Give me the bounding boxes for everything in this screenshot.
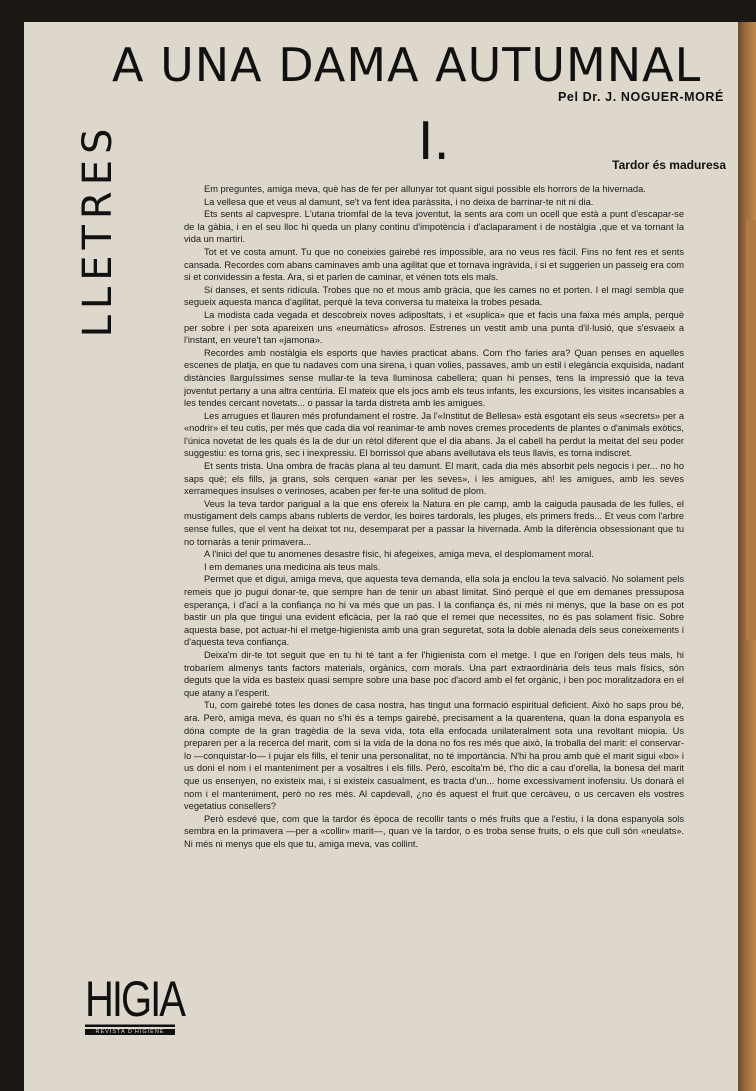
logo-tagline: REVISTA D'HIGIENE <box>85 1029 175 1035</box>
paragraph: Veus la teva tardor parigual a la que ens ofereix la Natura en ple camp, amb la caiguda pausada de les fulles, el mustigament dels camps abans rublerts de verdor, les boires tardorals, les pluges, els primers freds... Et veus com l'arbre sense fulles, que el vent ha deixat tot nu, desemparat per a passar la hivernada. Amb la diferència obsessionant que tu no tornaràs a tenir primavera... <box>184 498 684 547</box>
section-numeral: I. <box>418 112 450 172</box>
paragraph: Tot et ve costa amunt. Tu que no coneixies gairebé res impossible, ara no veus res fàcil. Fins no fent res et sents cansada. Recordes com abans caminaves amb una agilitat que et tornava ingràvida, i si et suggerien un passeig era com si et convidessin a festa. Ara, si et parlen de caminar, et vénen tots els mals. <box>184 246 684 283</box>
paragraph: Et sents trista. Una ombra de fracàs plana al teu damunt. El marit, cada dia més absorbit pels negocis i per... no ho saps què; els fills, ja grans, sols cerquen «anar per les seves», i les amigues, ah! les amigues, amb les seves xerrameques insulses o verinoses, acaben per fer-te una solitud de plom. <box>184 461 684 497</box>
paragraph: Tu, com gairebé totes les dones de casa nostra, has tingut una formació espiritual deficient. Això ho saps prou bé, ara. Però, amiga meva, és quan no s'hi és a temps gairebé, precisament a la quarentena, quan la dona espanyola es dóna compte de la gran tragèdia de la seva vida, tota ella enfocada unilateralment sota una revoltant miopia. Us preparen per a la recerca del marit, com si la vida de la dona no fos res més que això, la troballa del marit: el conservar-lo —conquistar-lo— i pujar els fills, el tenir una personalitat, no té importància. N'hi ha prou amb què el marit sigui «bo» i us doni el nom i el manteniment per a vosaltres i els fills. Però, escolta'm bé, t'ho dic a cau d'orella, la bonesa del marit que us ensenyen, no existeix mai, i si existeix casualment, es tracta d'un... home excessivament inofensiu. Us donarà el nom i el manteniment, però no res més. Al capdevall, ¿no és aquest el fruit que cercàveu, o us cercaven els vostres vegetatius consellers? <box>184 700 684 812</box>
paragraph: Però esdevé que, com que la tardor és època de recollir tants o més fruits que a l'estiu, i la dona espanyola sols sembra en la primavera —per a «collir» marit—, quan ve la tardor, o es troba sense fruits, o els que cull són «neulats». Ni més ni menys que els que tu, amiga meva, vas collint. <box>184 813 684 849</box>
paragraph: Deixa'm dir-te tot seguit que en tu hi té tant a fer l'higienista com el metge. I que en l'origen dels teus mals, hi trobaríem almenys tants factors materials, orgànics, com morals. Una part extraordinària dels teus mals físics, són deguts que la vida es basteix quasi sempre sobre una base poc d'acord amb el fet orgànic, i ben poc moralitzadora en el que atany a l'esperit. <box>184 649 684 698</box>
section-label-vertical <box>75 120 121 340</box>
paragraph: La vellesa que et veus al damunt, se't va fent idea paràssita, i no deixa de barrinar-te nit ni dia. <box>204 196 594 207</box>
paragraph: Les arrugues et llauren més profundament el rostre. Ja l'«Institut de Bellesa» està esgotant els seus «secrets» per a «nodrir» el teu cutis, per més que cada dia vol reanimar-te amb noves cremes procedents de plantes o d'animals exòtics, l'única novetat de les quals és la de dur un rètol diferent que el dia abans. Ja el cabell ha perdut la meitat del seu poder suggestiu: es torna gris, sec i inexpressiu. El borrissol que abans avellutava els teus llavis, es torna indiscret. <box>184 410 684 459</box>
paragraph: I em demanes una medicina als teus mals. <box>204 561 381 572</box>
article-body <box>184 183 684 850</box>
higia-logo <box>85 972 184 1035</box>
article-author: Pel Dr. J. NOGUER-MORÉ <box>557 90 724 104</box>
adjacent-page-edge <box>746 220 756 640</box>
article-title: A UNA DAMA AUTUMNAL <box>112 38 702 92</box>
paragraph: Em preguntes, amiga meva, què has de fer per allunyar tot quant sigui possible els horrors de la hivernada. <box>204 184 646 194</box>
paragraph: Ets sents al capvespre. L'utana triomfal de la teva joventut, la sents ara com un ocell que està a punt d'escapar-se de la gàbia, i en el seu lloc hi queda un plany continu d'impotència i d'aclaparament i de nostàlgia ,que et va tornant la vida un martiri. <box>184 209 684 245</box>
paragraph: Permet que et digui, amiga meva, que aquesta teva demanda, ella sola ja enclou la teva salvació. No solament pels remeis que jo pugui donar-te, que sempre han de tenir un abast limitat. Sinó perquè el que em demanes pressuposa esperança, i d'ací a la confiança no hi va més que un pas. I la confiança és, ni més ni menys, que la base on es pot bastir un pla que tingui una evident eficàcia, per la raó que el remei que necessites, no és pas solament físic. Sobre aquesta base, pot actuar-hi el metge-higienista amb una gran seguretat, sota la doble alenada dels seus coneixements i d'aquesta teva confiança. <box>184 574 684 648</box>
paragraph: La modista cada vegada et descobreix noves adiposltats, i et «suplica» que et facis una faixa més ampla, perquè per sobre i per sota apareixen uns «neumàtics» afrosos. Estrenes un vestit amb una punta d'il·lusió, que s'esvaeix a l'instant, en veure't tan «jamona». <box>184 309 684 346</box>
paragraph: Recordes amb nostàlgia els esports que havies practicat abans. Com t'ho faries ara? Quan penses en aquelles escenes de platja, en que tu nadaves com una sirena, i quan volies, passaves, amb un estil i elegància exquisida, nadant distàncies llarguíssimes sense mullar-te la teva lluminosa cabellera; quan hi penses, tens la impressió que la teva joventut pertany a una altra centúria. El mateix que els jocs amb els teus infants, les excursions, les visites incansables a les tendes cercant novetats... o passar la tarda distreta amb les amigues. <box>184 347 684 409</box>
section-label-text: LLETRES <box>75 122 121 338</box>
paragraph: Si danses, et sents ridícula. Trobes que no et mous amb gràcia, que les cames no et porten. I el magí sembla que segueix aquesta manca d'agilitat, perquè la teva conversa tu mateixa la trobes pesada. <box>184 284 684 308</box>
section-subheading: Tardor és maduresa <box>612 158 726 172</box>
paragraph: A l'inici del que tu anomenes desastre físic, hi afegeixes, amiga meva, el desplomament moral. <box>204 549 594 560</box>
logo-wordmark: HIGIA <box>85 972 184 1027</box>
